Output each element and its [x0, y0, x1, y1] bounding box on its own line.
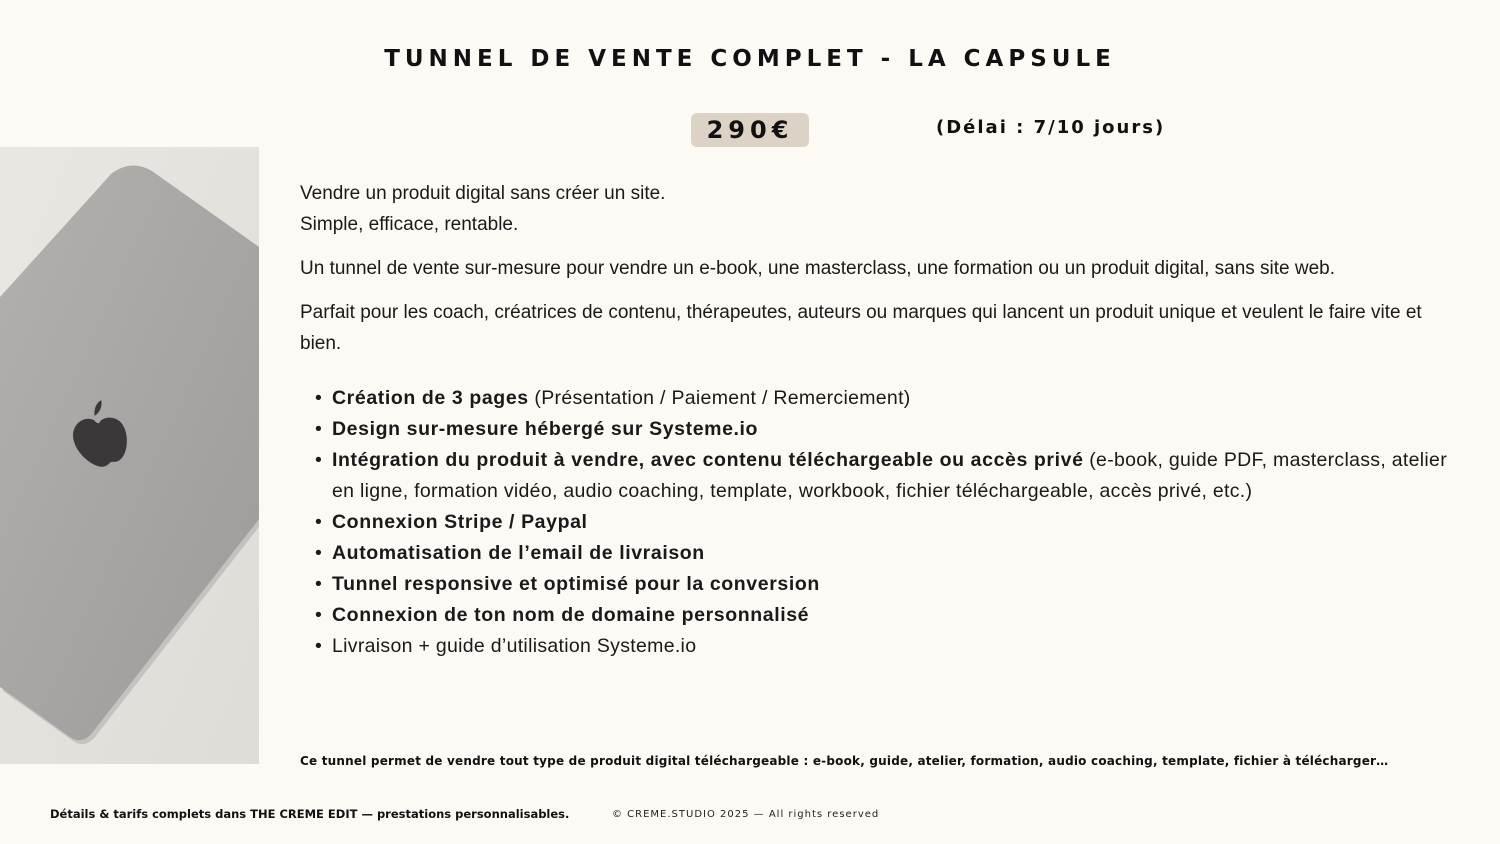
feature-detail: (e-book, guide PDF, masterclass, atelier en ligne, formation vidéo, audio coaching, template, workbook, fichier téléchargeable, accès privé, etc.)	[332, 449, 1447, 502]
page-title: TUNNEL DE VENTE COMPLET - LA CAPSULE	[384, 46, 1116, 72]
feature-item	[332, 631, 1450, 662]
feature-item	[332, 538, 1450, 569]
intro-line-1: Vendre un produit digital sans créer un site.	[300, 183, 666, 204]
price-badge: 290€	[691, 113, 809, 147]
feature-item	[332, 414, 1450, 445]
laptop-photo	[0, 147, 259, 764]
intro-paragraph-2: Parfait pour les coach, créatrices de contenu, thérapeutes, auteurs ou marques qui lancent un produit unique et veulent le faire vite et bien.	[300, 302, 1422, 354]
main-content	[300, 178, 1450, 662]
features-list	[300, 383, 1450, 662]
feature-title: Design sur-mesure hébergé sur Systeme.io	[332, 418, 759, 440]
feature-title: Création de 3 pages	[332, 387, 529, 409]
feature-item	[332, 445, 1450, 507]
feature-item	[332, 383, 1450, 414]
footer-copyright: © CREME.STUDIO 2025 — All rights reserved	[612, 809, 880, 820]
footnote: Ce tunnel permet de vendre tout type de produit digital téléchargeable : e-book, guide, atelier, formation, audio coaching, template, fichier à télécharger…	[300, 754, 1389, 768]
feature-item	[332, 507, 1450, 538]
footer-details: Détails & tarifs complets dans THE CREME EDIT — prestations personnalisables.	[50, 807, 570, 821]
delivery-delay: (Délai : 7/10 jours)	[936, 117, 1166, 138]
feature-title: Tunnel responsive et optimisé pour la conversion	[332, 573, 820, 595]
feature-item	[332, 600, 1450, 631]
intro-line-2: Simple, efficace, rentable.	[300, 214, 519, 235]
laptop-illustration	[0, 147, 259, 764]
feature-title: Intégration du produit à vendre, avec contenu téléchargeable ou accès privé	[332, 449, 1084, 471]
intro-tagline	[300, 178, 1450, 240]
intro-paragraph-1: Un tunnel de vente sur-mesure pour vendre un e-book, une masterclass, une formation ou un produit digital, sans site web.	[300, 258, 1336, 279]
feature-detail: Livraison + guide d’utilisation Systeme.io	[332, 635, 697, 657]
feature-title: Connexion Stripe / Paypal	[332, 511, 588, 533]
feature-title: Automatisation de l’email de livraison	[332, 542, 705, 564]
feature-item	[332, 569, 1450, 600]
feature-detail: (Présentation / Paiement / Remerciement)	[528, 387, 911, 409]
feature-title: Connexion de ton nom de domaine personnalisé	[332, 604, 810, 626]
